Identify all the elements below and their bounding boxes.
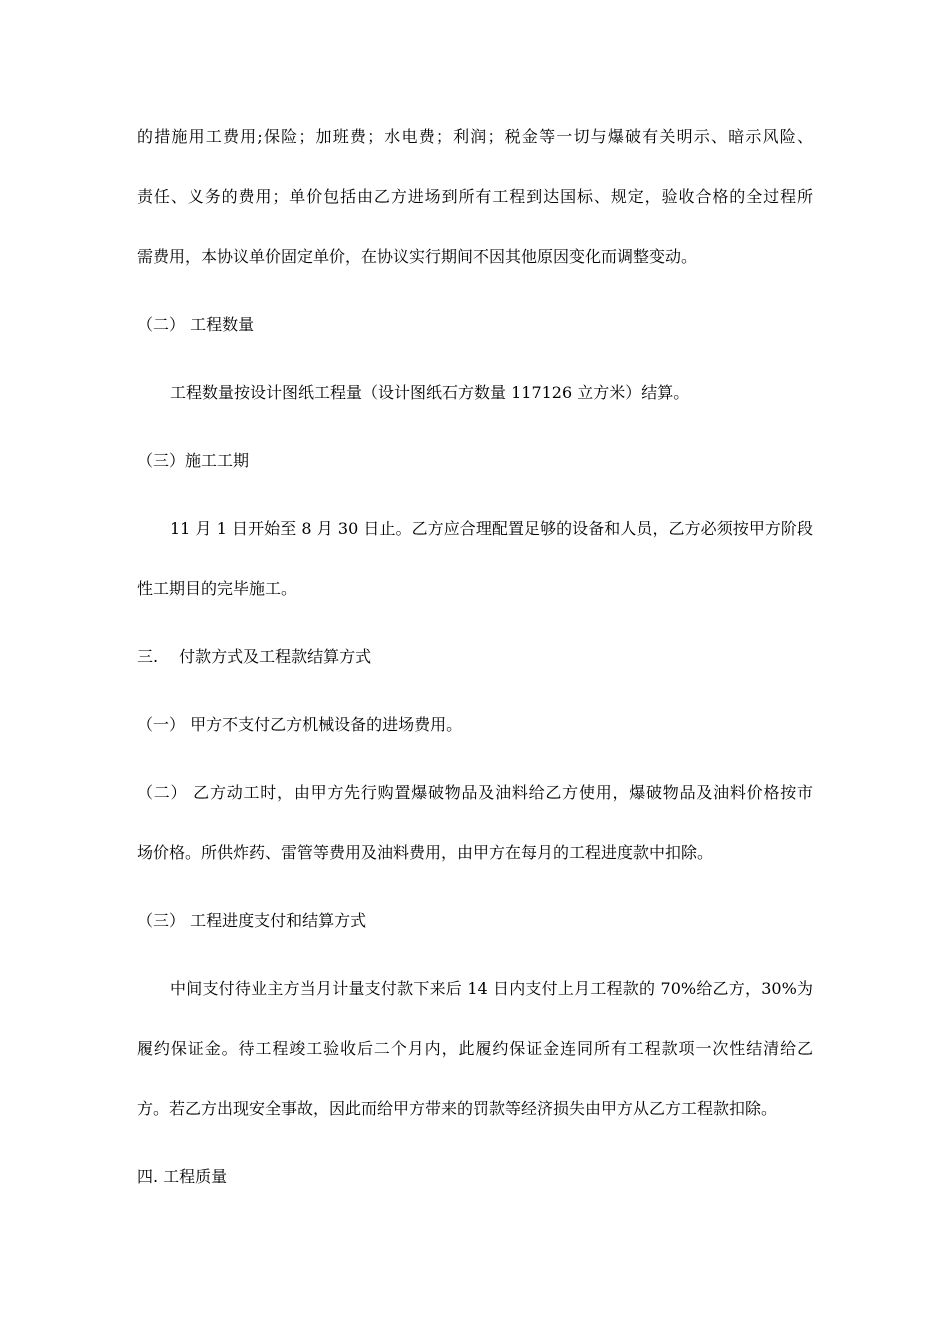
section-heading: （一） 甲方不支付乙方机械设备的进场费用。 (137, 715, 463, 734)
paragraph-line: 场价格。所供炸药、雷管等费用及油料费用，由甲方在每月的工程进度款中扣除。 (137, 843, 714, 862)
paragraph-line: 中间支付待业主方当月计量支付款下来后 14 日内支付上月工程款的 70%给乙方，30%为 (170, 979, 813, 998)
paragraph-line: 责任、义务的费用；单价包括由乙方进场到所有工程到达国标、规定，验收合格的全过程所 (137, 187, 813, 206)
section-heading: （三）施工工期 (137, 451, 250, 470)
paragraph-line: 履约保证金。待工程竣工验收后二个月内，此履约保证金连同所有工程款项一次性结清给乙 (137, 1039, 813, 1058)
section-heading: （三） 工程进度支付和结算方式 (137, 911, 367, 930)
section-heading: （二） 工程数量 (137, 315, 255, 334)
section-heading: 四. 工程质量 (137, 1167, 228, 1186)
paragraph-line: （二） 乙方动工时，由甲方先行购置爆破物品及油料给乙方使用，爆破物品及油料价格按市 (137, 783, 813, 802)
paragraph-line: 的措施用工费用;保险；加班费；水电费；利润；税金等一切与爆破有关明示、暗示风险、 (137, 127, 813, 146)
section-heading: 三. 付款方式及工程款结算方式 (137, 647, 372, 666)
paragraph-line: 需费用，本协议单价固定单价，在协议实行期间不因其他原因变化而调整变动。 (137, 247, 698, 266)
paragraph-line: 工程数量按设计图纸工程量（设计图纸石方数量 117126 立方米）结算。 (170, 383, 690, 402)
paragraph-line: 性工期目的完毕施工。 (137, 579, 298, 598)
paragraph-line: 方。若乙方出现安全事故，因此而给甲方带来的罚款等经济损失由甲方从乙方工程款扣除。 (137, 1099, 778, 1118)
paragraph-line: 11 月 1 日开始至 8 月 30 日止。乙方应合理配置足够的设备和人员，乙方必须按甲方阶段 (170, 519, 813, 538)
